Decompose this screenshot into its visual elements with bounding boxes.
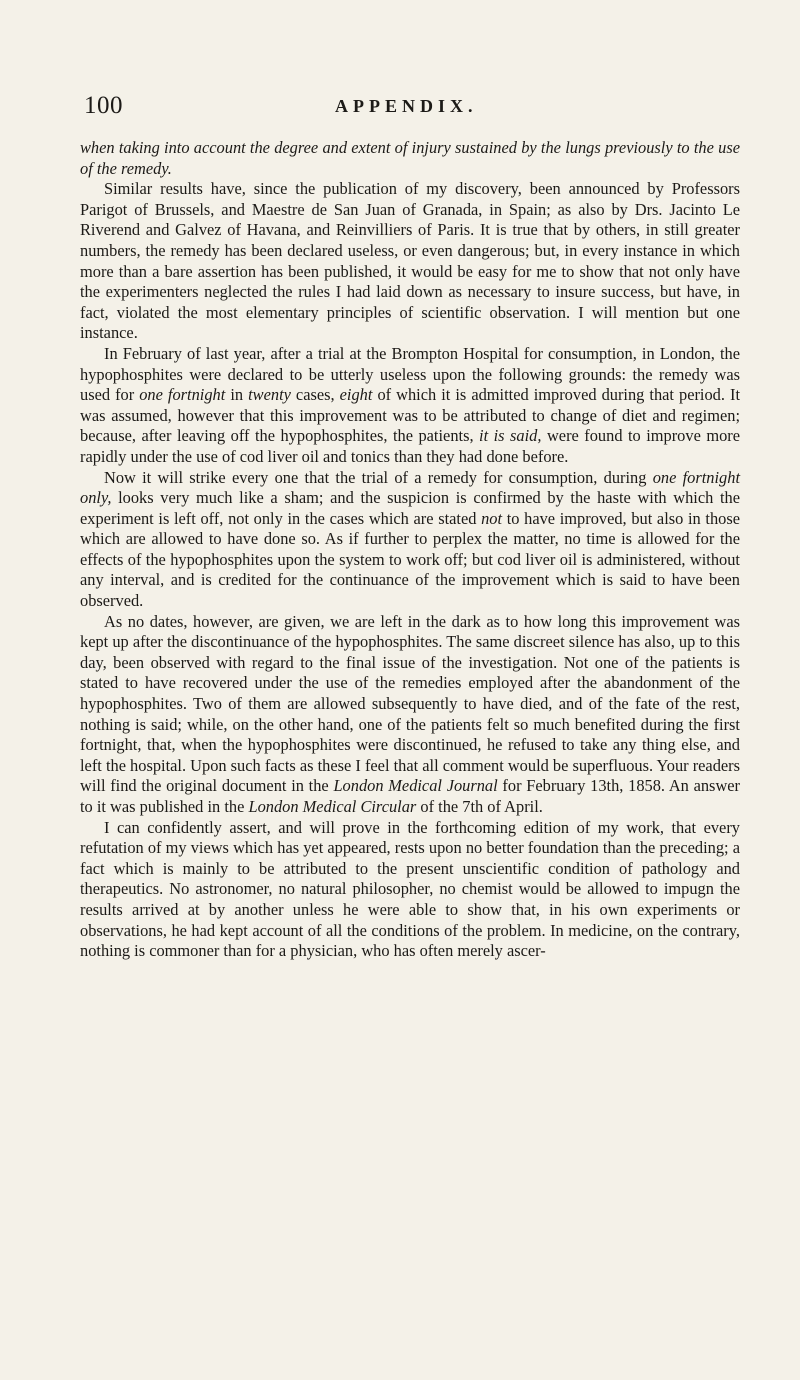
text-run: looks very much like a sham; and the suspicion is confirmed by the haste with which the experiment is left off, not only in the cases which are stated (80, 488, 740, 528)
paragraph (80, 344, 740, 468)
paragraph (80, 612, 740, 818)
italic-text: twenty (248, 385, 291, 405)
text-run: In February of last year, after a trial at the Brompton Hospital for consumption, in London, the hypophosphites were declared to be utterly useless upon the following grounds: the remedy was used for (80, 343, 740, 405)
italic-text: it is said, (479, 426, 542, 446)
running-head (80, 92, 740, 132)
text-run: were found to improve more rapidly under the use of cod liver oil and tonics than they had done before. (80, 426, 741, 466)
body-text (80, 138, 740, 962)
italic-text: eight (339, 385, 373, 405)
text-run: Now it will strike every one that the trial of a remedy for consumption, during (104, 467, 653, 487)
italic-text: London Medical Circular (248, 797, 417, 816)
page-number: 100 (84, 92, 123, 119)
text-run: Similar results have, since the publication of my discovery, been announced by Professors Parigot of Brussels, and Maestre de San Juan of Granada, in Spain; as also by Drs. Jacinto Le Riverend and Galvez of Havana, and Reinvilliers of Paris. It is true that by others, in still greater numbers, the remedy has been declared useless, or even dangerous; but, in every instance in which more than a bare assertion has been published, it would be easy for me to show that not only have the experimenters neglected the rules I had laid down as necessary to insure success, but have, in fact, violated the most elementary principles of scientific observation. I will mention but one instance. (80, 179, 740, 343)
paragraph (80, 468, 740, 612)
text-run: in (225, 385, 249, 405)
paragraph (80, 818, 740, 962)
text-run: of the 7th of April. (416, 797, 543, 816)
text-run: to have improved, but also in those which are allowed to have done so. As if further to perplex the matter, no time is allowed for the effects of the hypophosphites upon the system to work off; but cod liver oil is administered, without any interval, and is credited for the continuance of the improvement which is said to have been observed. (80, 508, 741, 611)
running-title: APPENDIX. (335, 96, 478, 116)
italic-text: one fortnight (139, 385, 226, 405)
text-run: cases, (290, 385, 340, 405)
italic-text: London Medical Journal (333, 776, 498, 796)
text-run: for February 13th, 1858. An answer to it was published in the (80, 776, 741, 816)
paragraph (80, 138, 740, 179)
text-run: I can confidently assert, and will prove in the forthcoming edition of my work, that every refutation of my views which has yet appeared, rests upon no better foundation than the preceding; a fact which is mainly to be attributed to the present unscientific condition of pathology and therapeutics. No astronomer, no natural philosopher, no chemist would be allowed to impugn the results arrived at by another unless he were able to show that, in his own experiments or observations, he had kept account of all the conditions of the problem. In medicine, on the contrary, nothing is commoner than for a physician, who has often merely ascer- (80, 817, 740, 961)
italic-text: not (481, 508, 503, 528)
paragraph (80, 179, 740, 344)
italic-text: when taking into account the degree and extent of injury sustained by the lungs previously to the use of the remedy. (80, 138, 740, 178)
italic-text: one fortnight only, (80, 467, 740, 508)
text-run: As no dates, however, are given, we are left in the dark as to how long this improvement was kept up after the discontinuance of the hypophosphites. The same discreet silence has also, up to this day, been observed with regard to the final issue of the investigation. Not one of the patients is stated to have recovered under the use of the remedies employed after the abandonment of the hypophosphites. Two of them are allowed subsequently to have died, and of the fate of the rest, nothing is said; while, on the other hand, one of the patients felt so much benefited during the first fortnight, that, when the hypophosphites were discontinued, he refused to take any thing else, and left the hospital. Upon such facts as these I feel that all comment would be superfluous. Your readers will find the original document in the (80, 611, 741, 796)
text-run: of which it is admitted improved during that period. It was assumed, however that this improvement was to be attributed to change of diet and regimen; because, after leaving off the hypophosphites, the patients, (80, 385, 741, 446)
